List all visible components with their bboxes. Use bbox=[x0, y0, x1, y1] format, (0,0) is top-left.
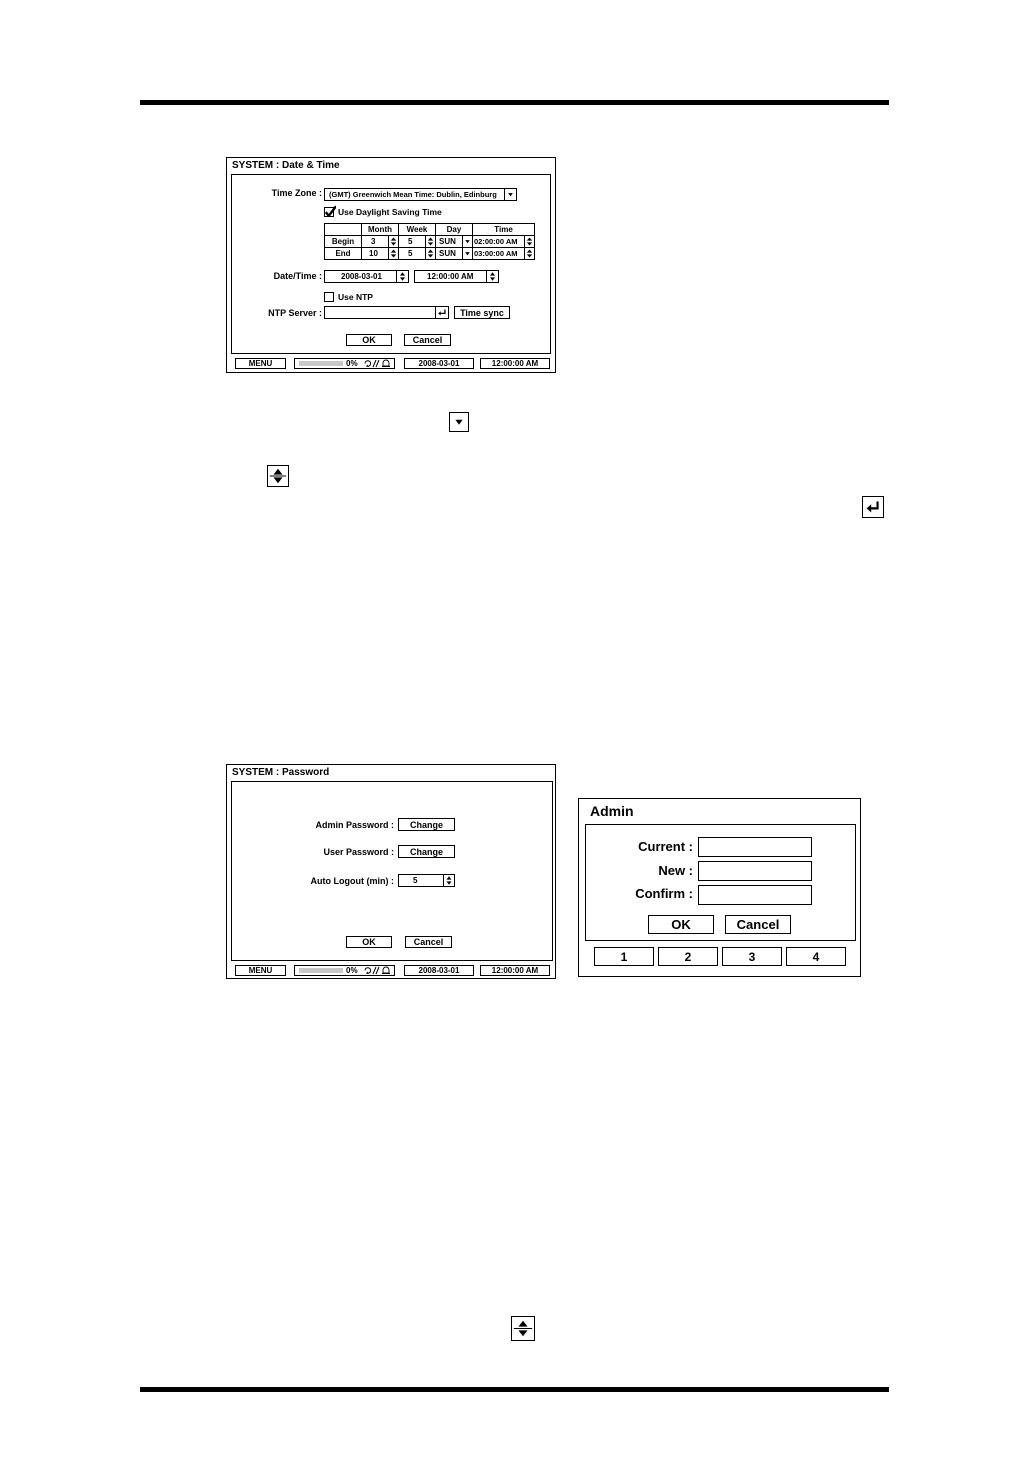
spin-updown-icon[interactable] bbox=[486, 271, 498, 282]
spin-updown-icon[interactable] bbox=[443, 875, 454, 886]
status-time: 12:00:00 AM bbox=[480, 965, 550, 976]
dropdown-arrow-icon[interactable] bbox=[462, 248, 472, 259]
end-month-value: 10 bbox=[369, 249, 378, 258]
keypad-key-1[interactable]: 1 bbox=[594, 947, 654, 966]
menu-button[interactable]: MENU bbox=[235, 965, 286, 976]
cancel-button[interactable]: Cancel bbox=[405, 936, 452, 948]
spin-updown-icon[interactable] bbox=[425, 248, 435, 259]
time-stepper[interactable] bbox=[414, 270, 499, 283]
end-time-value: 03:00:00 AM bbox=[474, 249, 518, 258]
end-week-value: 5 bbox=[408, 249, 413, 258]
confirm-label: Confirm : bbox=[635, 886, 693, 901]
begin-day-select[interactable] bbox=[436, 236, 473, 248]
time-value: 12:00:00 AM bbox=[427, 272, 474, 281]
spin-updown-icon bbox=[511, 1316, 535, 1341]
begin-time-stepper[interactable] bbox=[473, 236, 535, 248]
row-label-begin: Begin bbox=[325, 236, 362, 248]
ntp-checkbox-label: Use NTP bbox=[338, 292, 373, 302]
keypad-key-3[interactable]: 3 bbox=[722, 947, 782, 966]
time-zone-select[interactable] bbox=[324, 188, 517, 201]
current-label: Current : bbox=[638, 839, 693, 854]
column-header-month: Month bbox=[362, 224, 399, 236]
ntp-checkbox[interactable] bbox=[324, 292, 334, 302]
table-corner bbox=[325, 224, 362, 236]
end-week-stepper[interactable] bbox=[399, 248, 436, 260]
admin-password-label: Admin Password : bbox=[315, 820, 394, 830]
status-progress-panel bbox=[294, 358, 395, 369]
user-change-button[interactable]: Change bbox=[398, 845, 455, 858]
enter-key-icon bbox=[862, 496, 884, 518]
spin-updown-icon[interactable] bbox=[425, 236, 435, 247]
table-row bbox=[325, 248, 535, 260]
begin-time-value: 02:00:00 AM bbox=[474, 237, 518, 246]
begin-week-stepper[interactable] bbox=[399, 236, 436, 248]
table-row bbox=[325, 236, 535, 248]
spin-updown-icon[interactable] bbox=[388, 248, 398, 259]
begin-day-value: SUN bbox=[439, 237, 456, 246]
spin-updown-icon[interactable] bbox=[388, 236, 398, 247]
new-password-input[interactable] bbox=[698, 861, 812, 881]
spin-updown-icon bbox=[267, 465, 289, 487]
current-password-input[interactable] bbox=[698, 837, 812, 857]
begin-month-value: 3 bbox=[371, 237, 376, 246]
auto-logout-label: Auto Logout (min) : bbox=[310, 876, 394, 886]
status-icons bbox=[362, 359, 392, 368]
progress-text: 0% bbox=[346, 359, 358, 368]
settings-panel bbox=[231, 174, 551, 354]
dst-checkbox-label: Use Daylight Saving Time bbox=[338, 207, 442, 217]
ntp-server-input[interactable] bbox=[324, 306, 449, 319]
ok-button[interactable]: OK bbox=[346, 334, 392, 346]
column-header-week: Week bbox=[399, 224, 436, 236]
status-date: 2008-03-01 bbox=[404, 965, 474, 976]
cancel-button[interactable]: Cancel bbox=[725, 915, 791, 934]
progress-bar bbox=[299, 968, 343, 973]
dialog-title: Admin bbox=[590, 803, 634, 819]
spin-updown-icon[interactable] bbox=[524, 248, 534, 259]
spin-updown-icon[interactable] bbox=[524, 236, 534, 247]
new-label: New : bbox=[658, 863, 693, 878]
admin-password-dialog bbox=[578, 798, 861, 977]
status-date: 2008-03-01 bbox=[404, 358, 474, 369]
menu-button[interactable]: MENU bbox=[235, 358, 286, 369]
begin-month-stepper[interactable] bbox=[362, 236, 399, 248]
table-header-row bbox=[325, 224, 535, 236]
cancel-button[interactable]: Cancel bbox=[404, 334, 451, 346]
spin-updown-icon[interactable] bbox=[396, 271, 408, 282]
settings-panel bbox=[231, 781, 553, 961]
top-rule bbox=[140, 100, 889, 105]
window-title: SYSTEM : Date & Time bbox=[232, 160, 340, 171]
progress-bar bbox=[299, 361, 343, 366]
date-stepper[interactable] bbox=[324, 270, 409, 283]
column-header-day: Day bbox=[436, 224, 473, 236]
dst-checkbox[interactable] bbox=[324, 207, 334, 217]
status-time: 12:00:00 AM bbox=[480, 358, 550, 369]
auto-logout-stepper[interactable] bbox=[398, 874, 455, 887]
user-password-label: User Password : bbox=[323, 847, 394, 857]
status-icons bbox=[362, 966, 392, 975]
date-value: 2008-03-01 bbox=[341, 272, 382, 281]
end-time-stepper[interactable] bbox=[473, 248, 535, 260]
status-progress-panel bbox=[294, 965, 395, 976]
ntp-server-label: NTP Server : bbox=[268, 308, 322, 318]
ok-button[interactable]: OK bbox=[648, 915, 714, 934]
time-zone-label: Time Zone : bbox=[271, 188, 322, 198]
dst-table bbox=[324, 223, 535, 260]
column-header-time: Time bbox=[473, 224, 535, 236]
end-day-select[interactable] bbox=[436, 248, 473, 260]
time-zone-value: (GMT) Greenwich Mean Time: Dublin, Edinburg bbox=[329, 190, 497, 199]
date-time-window bbox=[226, 157, 556, 373]
row-label-end: End bbox=[325, 248, 362, 260]
auto-logout-value: 5 bbox=[413, 876, 418, 885]
checkmark-icon bbox=[324, 205, 336, 217]
keypad-key-2[interactable]: 2 bbox=[658, 947, 718, 966]
dropdown-arrow-icon[interactable] bbox=[462, 236, 472, 247]
progress-text: 0% bbox=[346, 966, 358, 975]
bottom-rule bbox=[140, 1387, 889, 1392]
date-time-label: Date/Time : bbox=[273, 271, 322, 281]
admin-change-button[interactable]: Change bbox=[398, 818, 455, 831]
begin-week-value: 5 bbox=[408, 237, 413, 246]
end-month-stepper[interactable] bbox=[362, 248, 399, 260]
window-title: SYSTEM : Password bbox=[232, 767, 330, 778]
enter-key-icon[interactable] bbox=[435, 307, 448, 318]
dropdown-arrow-icon bbox=[449, 412, 469, 432]
end-day-value: SUN bbox=[439, 249, 456, 258]
ok-button[interactable]: OK bbox=[346, 936, 392, 948]
keypad-key-4[interactable]: 4 bbox=[786, 947, 846, 966]
dropdown-arrow-icon[interactable] bbox=[504, 189, 516, 200]
confirm-password-input[interactable] bbox=[698, 885, 812, 905]
password-window bbox=[226, 764, 556, 979]
time-sync-button[interactable]: Time sync bbox=[454, 306, 510, 319]
